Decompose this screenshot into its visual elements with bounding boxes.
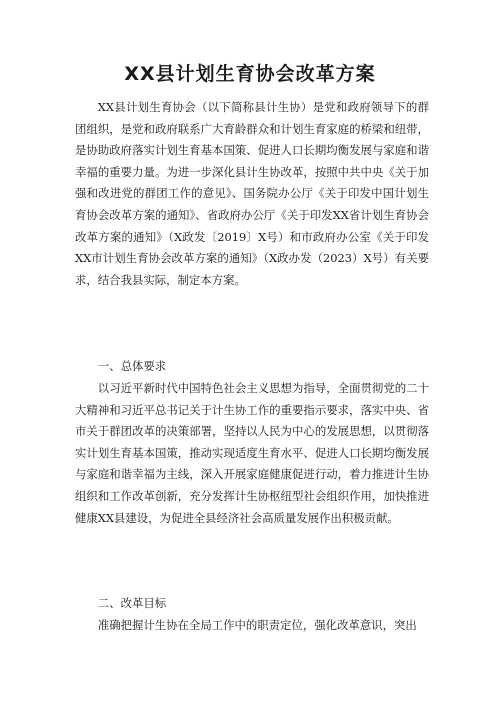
intro-paragraph-block (75, 97, 429, 291)
section-2-heading-block (75, 593, 429, 615)
section-2-heading: 二、改革目标 (97, 596, 167, 610)
document-title: XX县计划生育协会改革方案 (124, 63, 376, 85)
section-1-paragraph: 以习近平新时代中国特色社会主义思想为指导，全面贯彻党的二十大精神和习近平总书记关于计生协工作的重要指示要求，落实中央、省市关于群团改革的决策部署，坚持以人民为中心的发展思想，以贯彻落实计划生育基本国策，推动实现适度生育水平、促进人口长期均衡发展与家庭和谐幸福为主线，深入开展家庭健康促进行动，着力推进计生协组织和工作改革创新，充分发挥计生协枢纽型社会组织作用，加快推进健康XX县建设，为促进全县经济社会高质量发展作出积极贡献。 (75, 381, 429, 525)
section-1-heading-block (75, 356, 429, 378)
section-2-paragraph: 准确把握计生协在全局工作中的职责定位，强化改革意识，突出 (97, 618, 417, 632)
intro-paragraph: XX县计划生育协会（以下简称县计生协）是党和政府领导下的群团组织，是党和政府联系广大育龄群众和计划生育家庭的桥梁和纽带，是协助政府落实计划生育基本国策、促进人口长期均衡发展与家庭和谐幸福的重要力量。为进一步深化县计生协改革，按照中共中央《关于加强和改进党的群团工作的意见》、国务院办公厅《关于印发中国计划生育协会改革方案的通知》、省政府办公厅《关于印发XX省计划生育协会改革方案的通知》（X政发〔2019〕X号）和市政府办公室《关于印发XX市计划生育协会改革方案的通知》（X政办发（2023）X号）有关要求，结合我县实际，制定本方案。 (75, 100, 429, 287)
section-2-paragraph-block (75, 615, 429, 637)
section-1-heading: 一、总体要求 (97, 359, 167, 373)
section-1-paragraph-block (75, 378, 429, 529)
